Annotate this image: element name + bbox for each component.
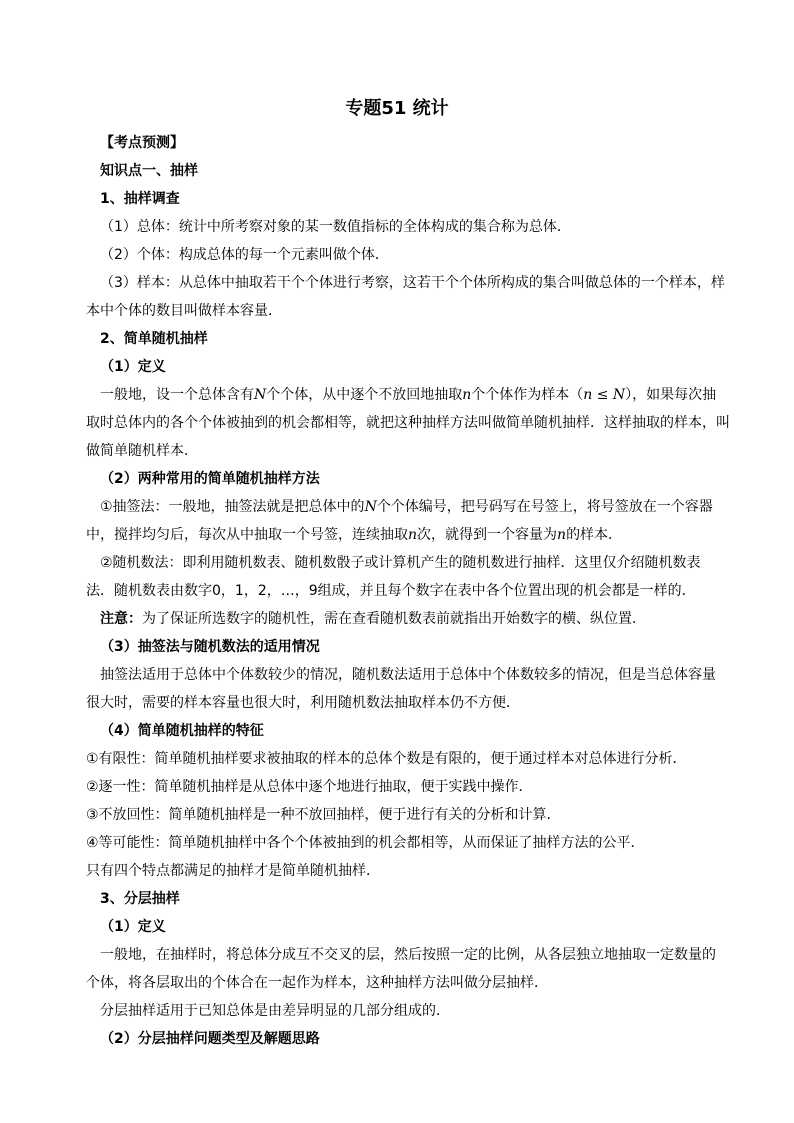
text-span: 一般地，设一个总体含有 — [100, 387, 254, 403]
text-span: 次，就得到一个容量为 — [417, 527, 558, 543]
math-var: n — [557, 527, 567, 543]
paragraph-srs-def-cont2: 做简单随机样本． — [86, 443, 198, 459]
heading-simple-random-sampling: 2、简单随机抽样 — [100, 331, 208, 347]
paragraph-stratified-def-cont: 个体，将各层取出的个体合在一起作为样本，这种抽样方法叫做分层抽样． — [86, 975, 548, 991]
note-label: 注意： — [100, 611, 142, 627]
heading-knowledge-point-1: 知识点一、抽样 — [100, 163, 198, 179]
math-var: n — [462, 387, 472, 403]
paragraph-applicability: 抽签法适用于总体中个体数较少的情况，随机数法适用于总体中个体数较多的情况，但是当总体容量 — [100, 667, 716, 683]
heading-stratified-sampling: 3、分层抽样 — [100, 891, 180, 907]
math-expression: n ≤ N — [583, 387, 626, 403]
paragraph-stratified-def: 一般地，在抽样时，将总体分成互不交叉的层，然后按照一定的比例，从各层独立地抽取一定数量的 — [100, 947, 716, 963]
subheading-definition-1: （1）定义 — [100, 359, 166, 375]
page-title: 专题51 统计 — [345, 98, 449, 119]
paragraph-sample-cont: 本中个体的数目叫做样本容量． — [86, 303, 282, 319]
list-item-equal-probability: ④等可能性：简单随机抽样中各个个体被抽到的机会都相等，从而保证了抽样方法的公平． — [86, 835, 645, 851]
list-item-finiteness: ①有限性：简单随机抽样要求被抽取的样本的总体个数是有限的，便于通过样本对总体进行分析． — [86, 751, 687, 767]
text-span: 的样本． — [566, 527, 623, 543]
subheading-features: （4）简单随机抽样的特征 — [100, 723, 264, 739]
paragraph-srs-def-cont1: 取时总体内的各个个体被抽到的机会都相等，就把这种抽样方法叫做简单随机抽样．这样抽取的样本，叫 — [86, 415, 730, 431]
section-heading-exam-forecast: 【考点预测】 — [100, 135, 184, 151]
math-var: N — [254, 387, 267, 403]
text-span: ①抽签法：一般地，抽签法就是把总体中的 — [100, 499, 365, 515]
text-span: 个个体编号，把号码写在号签上，将号签放在一个容器 — [376, 499, 713, 515]
paragraph-lottery-method-cont — [86, 526, 706, 544]
paragraph-features-summary: 只有四个特点都满足的抽样才是简单随机抽样． — [86, 863, 380, 879]
paragraph-srs-def — [100, 386, 720, 404]
list-item-without-replacement: ③不放回性：简单随机抽样是一种不放回抽样，便于进行有关的分析和计算． — [86, 807, 561, 823]
paragraph-stratified-applicability: 分层抽样适用于已知总体是由差异明显的几部分组成的． — [100, 1003, 450, 1019]
paragraph-population: （1）总体：统计中所考察对象的某一数值指标的全体构成的集合称为总体． — [100, 219, 571, 235]
paragraph-sample: （3）样本：从总体中抽取若干个个体进行考察，这若干个个体所构成的集合叫做总体的一个样本，样 — [100, 275, 725, 291]
paragraph-note — [100, 610, 720, 628]
text-span: 为了保证所选数字的随机性，需在查看随机数表前就指出开始数字的横、纵位置． — [142, 611, 646, 627]
subheading-definition-2: （1）定义 — [100, 919, 166, 935]
text-span: 个个体作为样本（ — [471, 387, 584, 403]
paragraph-random-number-method: ②随机数法：即利用随机数表、随机数骰子或计算机产生的随机数进行抽样．这里仅介绍随机数表 — [100, 555, 701, 571]
subheading-two-methods: （2）两种常用的简单随机抽样方法 — [100, 471, 320, 487]
paragraph-lottery-method — [100, 498, 720, 516]
subheading-applicability: （3）抽签法与随机数法的适用情况 — [100, 639, 320, 655]
math-var: N — [364, 499, 377, 515]
paragraph-individual: （2）个体：构成总体的每一个元素叫做个体． — [100, 247, 389, 263]
text-span: 个个体，从中逐个不放回地抽取 — [266, 387, 463, 403]
list-item-one-by-one: ②逐一性：简单随机抽样是从总体中逐个地进行抽取，便于实践中操作． — [86, 779, 533, 795]
subheading-stratified-problem-types: （2）分层抽样问题类型及解题思路 — [100, 1031, 320, 1047]
heading-sampling-survey: 1、抽样调查 — [100, 191, 180, 207]
text-span: 中，搅拌均匀后，每次从中抽取一个号签，连续抽取 — [86, 527, 408, 543]
math-var: n — [408, 527, 418, 543]
paragraph-random-number-method-cont: 法．随机数表由数字0，1，2，…，9组成，并且每个数字在表中各个位置出现的机会都是一样的． — [86, 583, 696, 599]
paragraph-applicability-cont: 很大时，需要的样本容量也很大时，利用随机数法抽取样本仍不方便． — [86, 695, 520, 711]
text-span: ），如果每次抽 — [625, 387, 717, 403]
